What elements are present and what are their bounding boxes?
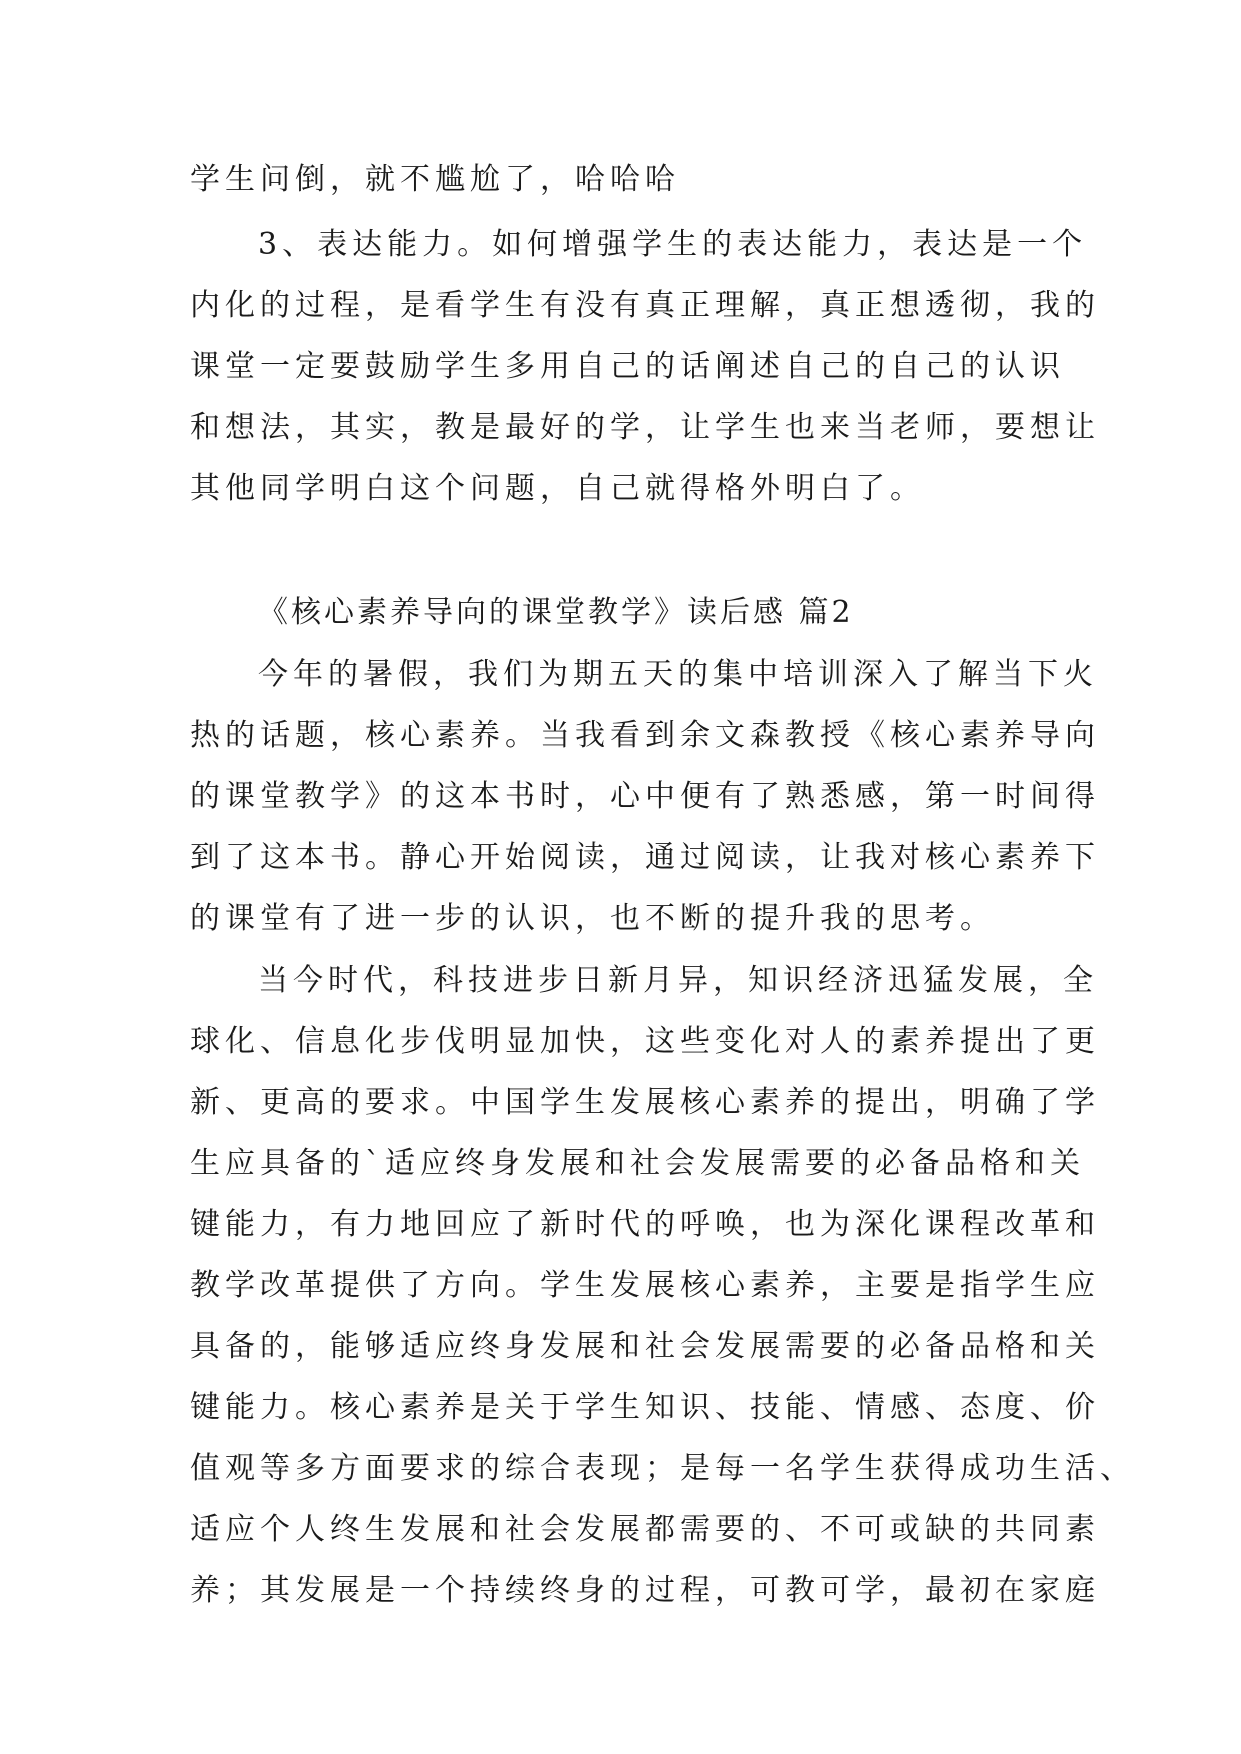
paragraph-line: 的课堂有了进一步的认识，也不断的提升我的思考。 <box>190 901 995 936</box>
paragraph-line: 的课堂教学》的这本书时，心中便有了熟悉感，第一时间得 <box>190 779 1100 814</box>
paragraph-line: 到了这本书。静心开始阅读，通过阅读，让我对核心素养下 <box>190 840 1100 875</box>
paragraph-line: 新、更高的要求。中国学生发展核心素养的提出，明确了学 <box>190 1085 1100 1120</box>
paragraph-line: 教学改革提供了方向。学生发展核心素养，主要是指学生应 <box>190 1268 1100 1303</box>
paragraph-line: 适应个人终生发展和社会发展都需要的、不可或缺的共同素 <box>190 1512 1100 1547</box>
paragraph-line: 生应具备的`适应终身发展和社会发展需要的必备品格和关 <box>190 1146 1085 1181</box>
paragraph-line: 内化的过程，是看学生有没有真正理解，真正想透彻，我的 <box>190 288 1100 323</box>
paragraph-line: 键能力。核心素养是关于学生知识、技能、情感、态度、价 <box>190 1390 1100 1425</box>
paragraph-line: 值观等多方面要求的综合表现；是每一名学生获得成功生活、 <box>190 1451 1135 1486</box>
paragraph-line: 其他同学明白这个问题，自己就得格外明白了。 <box>190 471 925 506</box>
section-heading: 《核心素养导向的课堂教学》读后感 篇2 <box>258 595 854 630</box>
paragraph-line: 球化、信息化步伐明显加快，这些变化对人的素养提出了更 <box>190 1024 1100 1059</box>
paragraph-line: 热的话题，核心素养。当我看到余文森教授《核心素养导向 <box>190 718 1100 753</box>
paragraph-line: 今年的暑假，我们为期五天的集中培训深入了解当下火 <box>258 657 1098 692</box>
paragraph-line: 3、表达能力。如何增强学生的表达能力，表达是一个 <box>258 227 1088 262</box>
paragraph-line: 学生问倒，就不尴尬了，哈哈哈 <box>190 162 680 197</box>
paragraph-line: 当今时代，科技进步日新月异，知识经济迅猛发展，全 <box>258 963 1098 998</box>
paragraph-line: 课堂一定要鼓励学生多用自己的话阐述自己的自己的认识 <box>190 349 1065 384</box>
paragraph-line: 养；其发展是一个持续终身的过程，可教可学，最初在家庭 <box>190 1573 1100 1608</box>
paragraph-line: 键能力，有力地回应了新时代的呼唤，也为深化课程改革和 <box>190 1207 1100 1242</box>
paragraph-line: 具备的，能够适应终身发展和社会发展需要的必备品格和关 <box>190 1329 1100 1364</box>
paragraph-line: 和想法，其实，教是最好的学，让学生也来当老师，要想让 <box>190 410 1100 445</box>
